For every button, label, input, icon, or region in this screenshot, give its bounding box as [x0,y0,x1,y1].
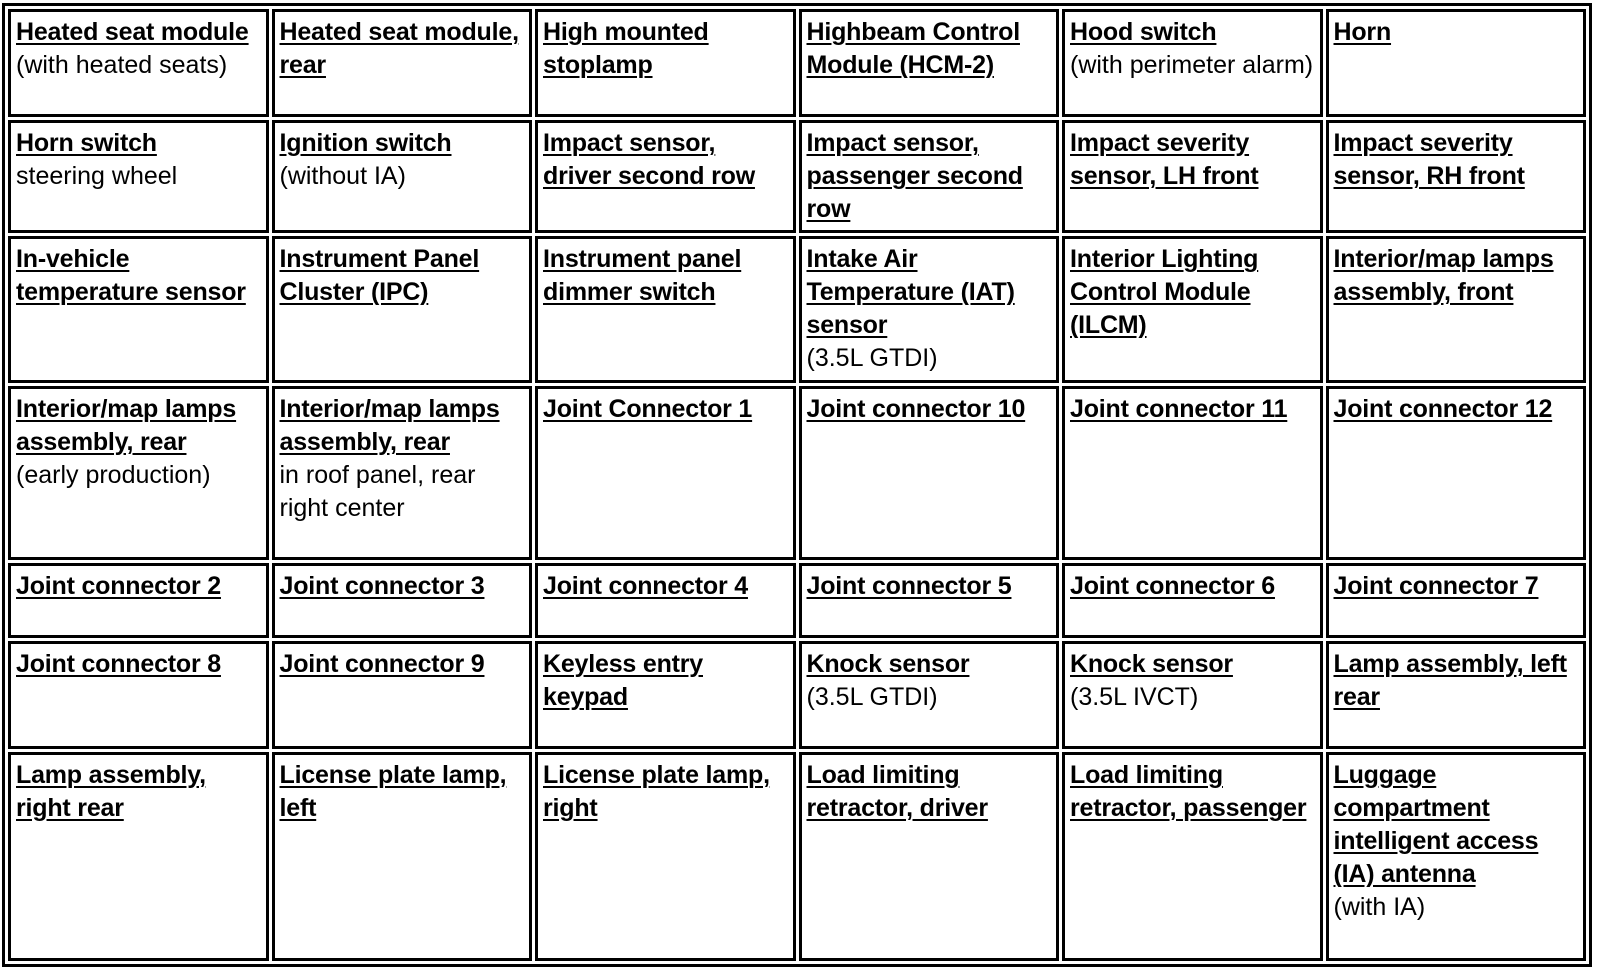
table-cell [272,236,533,383]
component-link[interactable]: License plate lamp, right [543,760,770,822]
component-link[interactable]: Joint connector 10 [806,395,1026,424]
component-link[interactable]: Joint Connector 1 [543,395,753,424]
component-note: (early production) [16,461,211,490]
component-link[interactable]: Lamp assembly, right rear [16,760,206,822]
component-link[interactable]: Lamp assembly, left rear [1333,649,1567,711]
table-row [8,563,1586,637]
table-row [8,120,1586,233]
component-link[interactable]: In-vehicle temperature sensor [16,245,246,307]
table-cell [1326,563,1587,637]
component-link[interactable]: Joint connector 3 [279,572,485,601]
table-cell [1326,236,1587,383]
table-row [8,386,1586,560]
table-cell [535,9,796,117]
component-link[interactable]: Interior/map lamps assembly, rear [16,395,237,457]
component-note: (3.5L GTDI) [806,682,938,711]
table-cell [1062,236,1323,383]
table-cell [1326,641,1587,749]
table-row [8,9,1586,117]
component-note: steering wheel [16,162,178,191]
component-link[interactable]: Keyless entry keypad [543,649,703,711]
table-row [8,236,1586,383]
component-link[interactable]: Heated seat module, rear [279,18,519,79]
table-cell [272,9,533,117]
component-link[interactable]: Load limiting retractor, passenger [1070,760,1307,822]
table-cell [1326,386,1587,560]
table-cell [8,752,269,961]
component-index-table [5,6,1589,964]
component-link[interactable]: Hood switch [1070,18,1217,46]
table-cell [1062,120,1323,233]
component-link[interactable]: High mounted stoplamp [543,18,709,79]
component-note: (with perimeter alarm) [1070,51,1314,79]
component-note: (with IA) [1333,892,1426,921]
component-link[interactable]: Impact severity sensor, RH front [1333,129,1525,191]
component-link[interactable]: Instrument Panel Cluster (IPC) [279,245,480,307]
table-cell [272,120,533,233]
table-cell [799,641,1060,749]
table-cell [535,236,796,383]
component-link[interactable]: Intake Air Temperature (IAT) sensor [806,245,1015,340]
table-cell [272,386,533,560]
table-cell [1062,563,1323,637]
table-cell [8,641,269,749]
component-link[interactable]: Heated seat module [16,18,249,46]
component-link[interactable]: Interior/map lamps assembly, rear [279,395,500,457]
component-link[interactable]: Interior Lighting Control Module (ILCM) [1070,245,1259,340]
table-cell [8,563,269,637]
table-cell [1062,386,1323,560]
table-cell [1062,752,1323,961]
table-cell [799,236,1060,383]
component-link[interactable]: License plate lamp, left [279,760,507,822]
component-index-frame [2,3,1592,967]
table-cell [8,236,269,383]
table-cell [535,563,796,637]
component-link[interactable]: Joint connector 9 [279,649,485,678]
component-note: (without IA) [279,162,406,191]
table-cell [8,9,269,117]
table-cell [799,9,1060,117]
component-note: (3.5L IVCT) [1070,682,1199,711]
component-link[interactable]: Horn [1333,18,1392,46]
component-link[interactable]: Impact sensor, passenger second row [806,129,1023,224]
table-cell [1326,9,1587,117]
component-link[interactable]: Load limiting retractor, driver [806,760,988,822]
table-cell [272,752,533,961]
component-link[interactable]: Instrument panel dimmer switch [543,245,742,307]
table-cell [535,386,796,560]
table-cell [799,120,1060,233]
table-cell [535,752,796,961]
component-link[interactable]: Joint connector 11 [1070,395,1288,424]
table-cell [1326,120,1587,233]
table-cell [272,641,533,749]
component-note: (with heated seats) [16,51,228,79]
table-cell [272,563,533,637]
table-cell [8,386,269,560]
table-cell [1326,752,1587,961]
component-link[interactable]: Joint connector 4 [543,572,748,601]
table-cell [799,386,1060,560]
component-link[interactable]: Ignition switch [279,129,452,158]
component-link[interactable]: Knock sensor [1070,649,1233,678]
component-link[interactable]: Joint connector 7 [1333,572,1539,601]
component-link[interactable]: Luggage compartment intelligent access (IA) antenna [1333,760,1539,888]
table-cell [535,120,796,233]
component-link[interactable]: Highbeam Control Module (HCM-2) [806,18,1020,79]
component-link[interactable]: Impact sensor, driver second row [543,129,755,191]
component-link[interactable]: Joint connector 8 [16,649,221,678]
table-cell [1062,9,1323,117]
table-cell [799,563,1060,637]
component-link[interactable]: Joint connector 12 [1333,395,1553,424]
table-cell [1062,641,1323,749]
table-cell [8,120,269,233]
component-link[interactable]: Horn switch [16,129,157,158]
component-link[interactable]: Joint connector 2 [16,572,221,601]
component-note: (3.5L GTDI) [806,344,938,373]
component-link[interactable]: Impact severity sensor, LH front [1070,129,1259,191]
component-link[interactable]: Interior/map lamps assembly, front [1333,245,1554,307]
component-note: in roof panel, rear right center [279,461,476,523]
component-link[interactable]: Joint connector 6 [1070,572,1275,601]
table-row [8,641,1586,749]
component-link[interactable]: Knock sensor [806,649,970,678]
table-cell [535,641,796,749]
table-cell [799,752,1060,961]
component-link[interactable]: Joint connector 5 [806,572,1012,601]
table-row [8,752,1586,961]
